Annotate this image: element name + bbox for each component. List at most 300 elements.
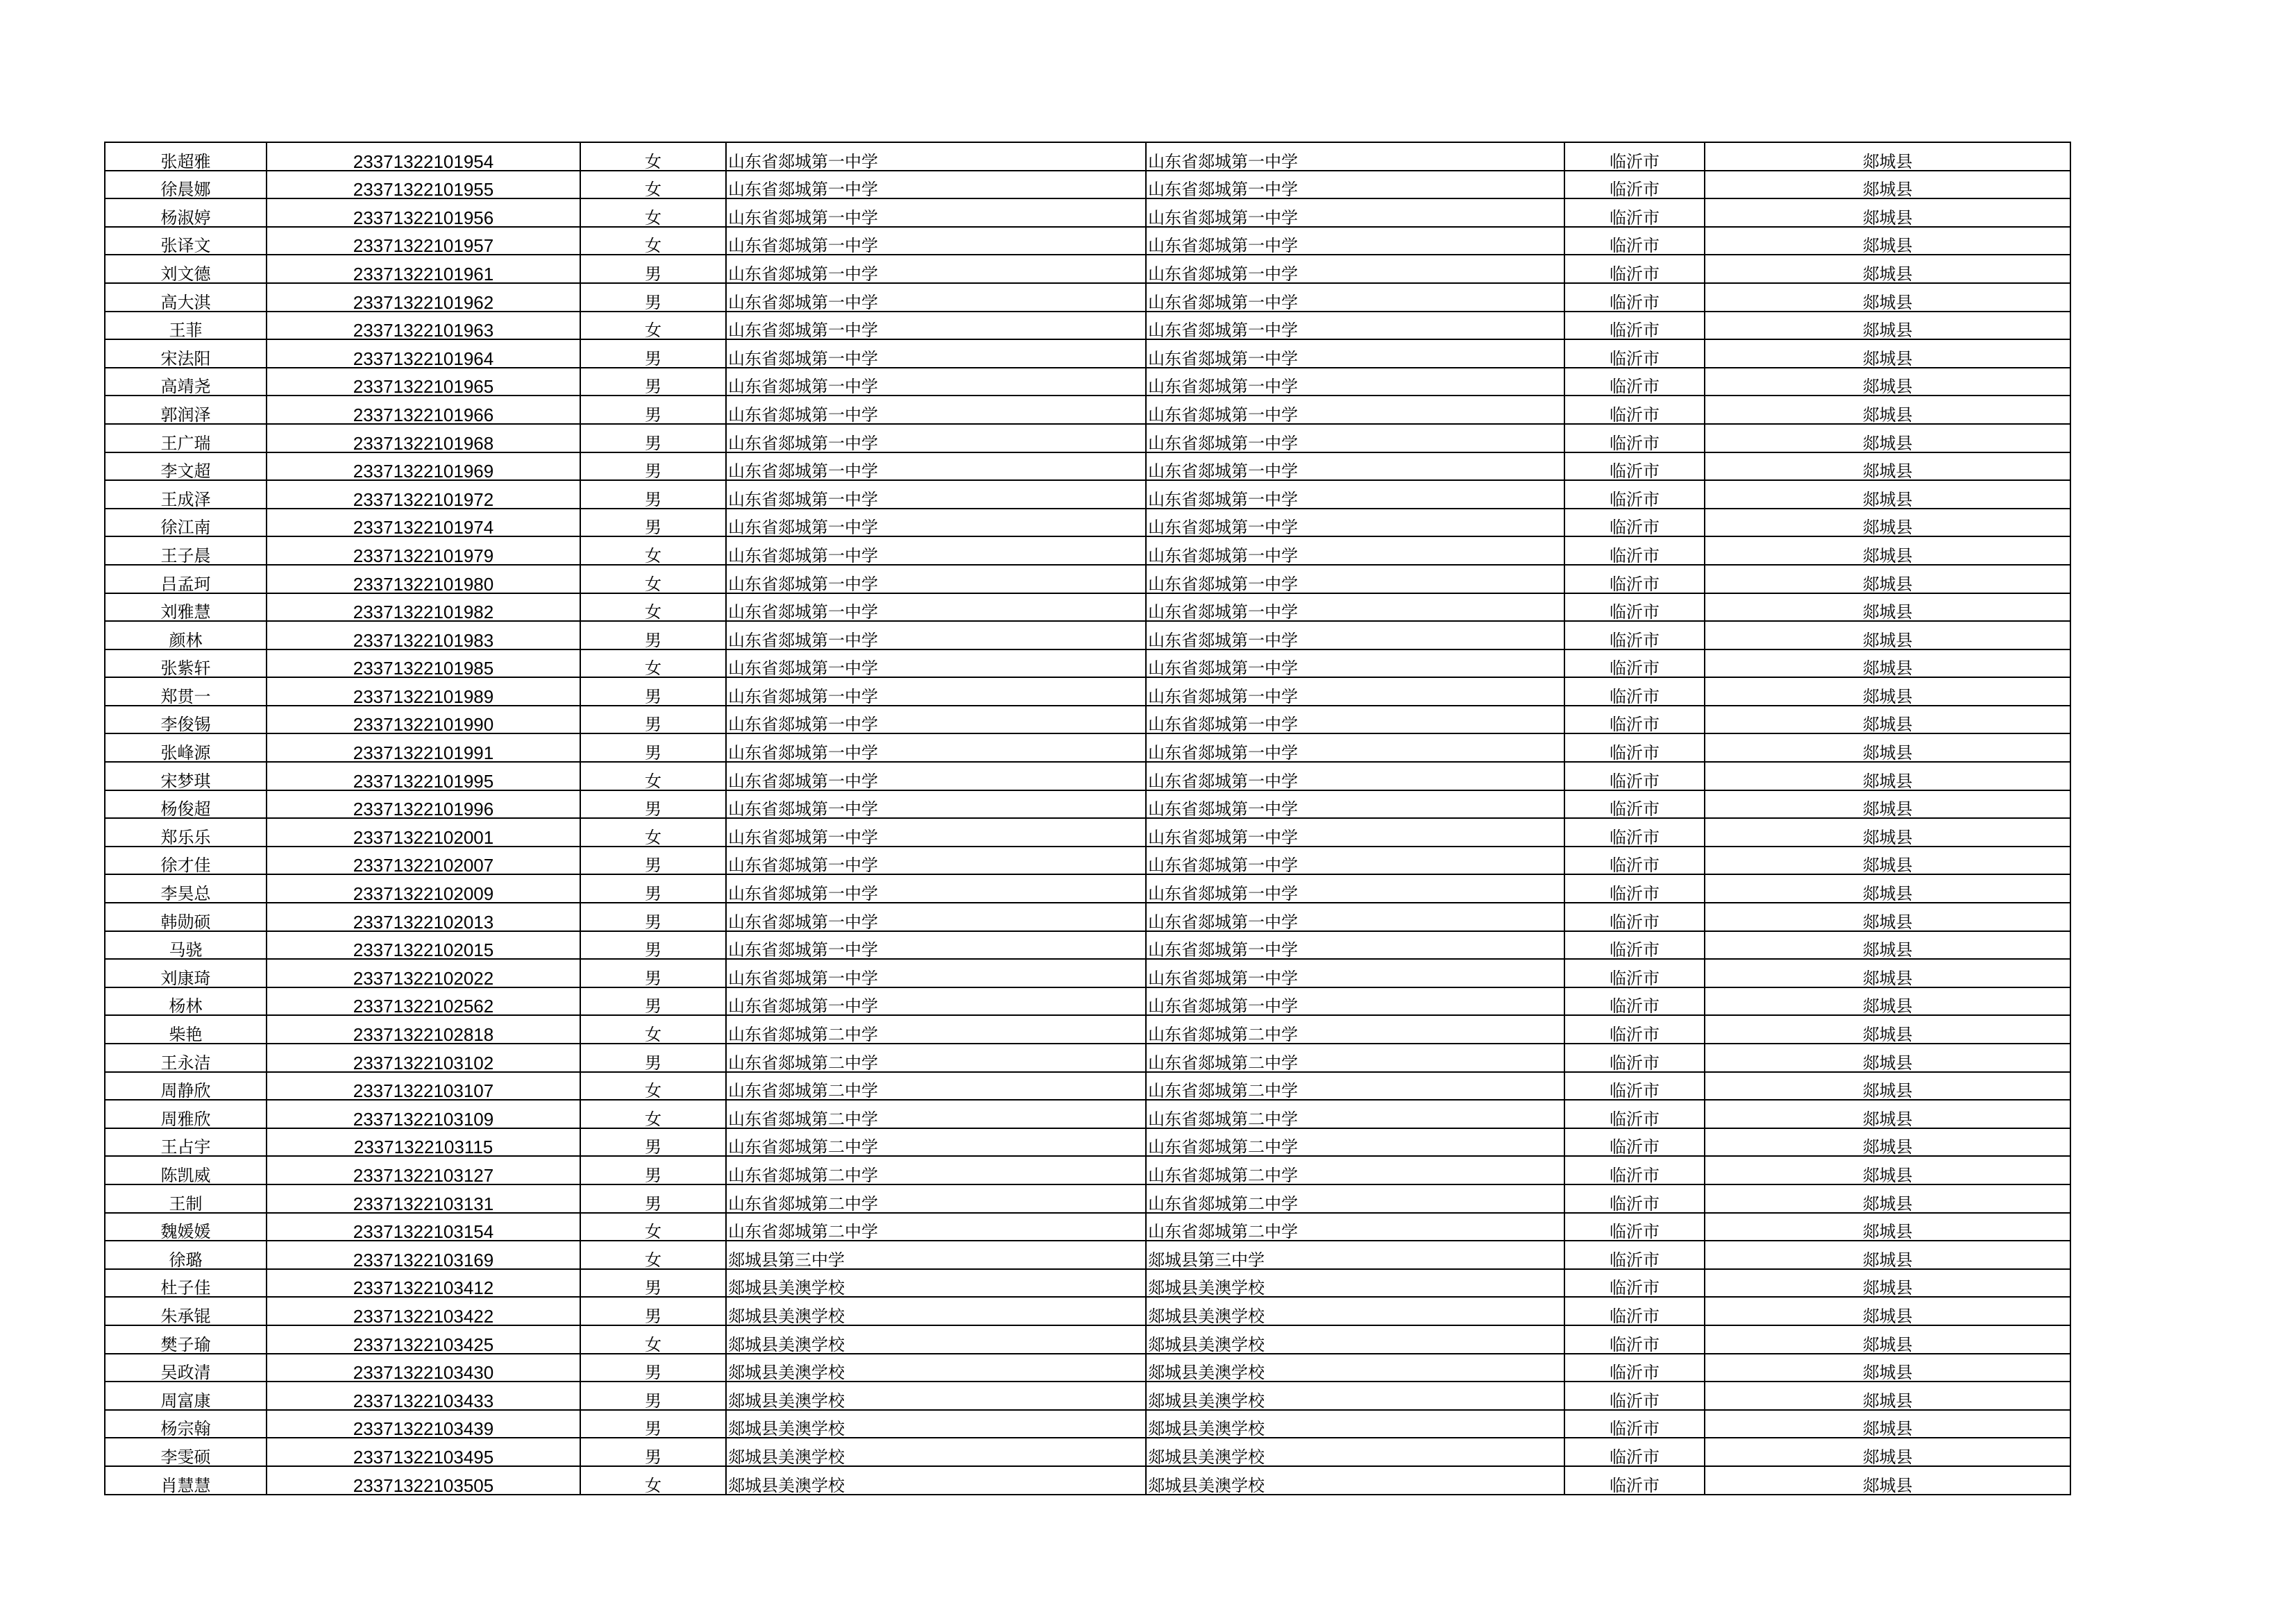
exam-id-cell: 23371322101954 — [267, 142, 580, 171]
student-name-cell: 王广瑞 — [105, 424, 267, 452]
city-cell: 临沂市 — [1564, 1325, 1705, 1354]
student-name-cell: 李文超 — [105, 452, 267, 481]
gender-cell: 男 — [580, 1156, 726, 1184]
city-cell: 临沂市 — [1564, 1100, 1705, 1128]
school-cell: 山东省郯城第一中学 — [726, 565, 1146, 593]
city-cell: 临沂市 — [1564, 142, 1705, 171]
city-cell: 临沂市 — [1564, 1184, 1705, 1213]
exam-id-cell: 23371322101964 — [267, 339, 580, 368]
enroll-school-cell: 山东省郯城第一中学 — [1146, 142, 1564, 171]
table-row — [105, 509, 2070, 537]
school-cell: 山东省郯城第一中学 — [726, 874, 1146, 903]
student-name-cell: 高靖尧 — [105, 368, 267, 396]
table-row — [105, 198, 2070, 227]
school-cell: 山东省郯城第一中学 — [726, 368, 1146, 396]
enroll-school-cell: 郯城县第三中学 — [1146, 1241, 1564, 1269]
enroll-school-cell: 山东省郯城第一中学 — [1146, 790, 1564, 819]
city-cell: 临沂市 — [1564, 1382, 1705, 1410]
table-row — [105, 677, 2070, 706]
table-row — [105, 396, 2070, 424]
student-name-cell: 张译文 — [105, 227, 267, 255]
school-cell: 山东省郯城第一中学 — [726, 762, 1146, 790]
table-row — [105, 931, 2070, 960]
county-cell: 郯城县 — [1705, 368, 2070, 396]
city-cell: 临沂市 — [1564, 1015, 1705, 1044]
school-cell: 郯城县美澳学校 — [726, 1354, 1146, 1382]
gender-cell: 男 — [580, 1269, 726, 1298]
student-name-cell: 张紫轩 — [105, 649, 267, 678]
table-row — [105, 255, 2070, 283]
gender-cell: 男 — [580, 283, 726, 312]
county-cell: 郯城县 — [1705, 1325, 2070, 1354]
student-name-cell: 王制 — [105, 1184, 267, 1213]
gender-cell: 男 — [580, 1382, 726, 1410]
city-cell: 临沂市 — [1564, 424, 1705, 452]
exam-id-cell: 23371322103131 — [267, 1184, 580, 1213]
student-name-cell: 徐江南 — [105, 509, 267, 537]
student-name-cell: 韩勋硕 — [105, 903, 267, 931]
county-cell: 郯城县 — [1705, 762, 2070, 790]
school-cell: 郯城县美澳学校 — [726, 1410, 1146, 1438]
city-cell: 临沂市 — [1564, 452, 1705, 481]
enroll-school-cell: 山东省郯城第二中学 — [1146, 1184, 1564, 1213]
school-cell: 山东省郯城第一中学 — [726, 593, 1146, 622]
student-name-cell: 徐璐 — [105, 1241, 267, 1269]
school-cell: 山东省郯城第二中学 — [726, 1128, 1146, 1157]
enroll-school-cell: 山东省郯城第一中学 — [1146, 509, 1564, 537]
school-cell: 山东省郯城第一中学 — [726, 171, 1146, 199]
student-name-cell: 王菲 — [105, 312, 267, 340]
exam-id-cell: 23371322101989 — [267, 677, 580, 706]
city-cell: 临沂市 — [1564, 1241, 1705, 1269]
student-name-cell: 周富康 — [105, 1382, 267, 1410]
table-row — [105, 1156, 2070, 1184]
student-name-cell: 刘文德 — [105, 255, 267, 283]
county-cell: 郯城县 — [1705, 1438, 2070, 1466]
enroll-school-cell: 山东省郯城第一中学 — [1146, 368, 1564, 396]
table-row — [105, 987, 2070, 1016]
city-cell: 临沂市 — [1564, 227, 1705, 255]
county-cell: 郯城县 — [1705, 874, 2070, 903]
gender-cell: 女 — [580, 1100, 726, 1128]
exam-id-cell: 23371322101961 — [267, 255, 580, 283]
exam-id-cell: 23371322101979 — [267, 536, 580, 565]
school-cell: 山东省郯城第一中学 — [726, 312, 1146, 340]
county-cell: 郯城县 — [1705, 1269, 2070, 1298]
city-cell: 临沂市 — [1564, 593, 1705, 622]
table-body — [105, 142, 2070, 1495]
gender-cell: 男 — [580, 1410, 726, 1438]
county-cell: 郯城县 — [1705, 1382, 2070, 1410]
student-name-cell: 周雅欣 — [105, 1100, 267, 1128]
gender-cell: 男 — [580, 903, 726, 931]
exam-id-cell: 23371322103430 — [267, 1354, 580, 1382]
gender-cell: 男 — [580, 1044, 726, 1072]
school-cell: 山东省郯城第一中学 — [726, 987, 1146, 1016]
enroll-school-cell: 山东省郯城第一中学 — [1146, 536, 1564, 565]
gender-cell: 男 — [580, 621, 726, 649]
school-cell: 山东省郯城第一中学 — [726, 903, 1146, 931]
school-cell: 山东省郯城第一中学 — [726, 142, 1146, 171]
exam-id-cell: 23371322101974 — [267, 509, 580, 537]
enroll-school-cell: 山东省郯城第一中学 — [1146, 903, 1564, 931]
student-name-cell: 肖慧慧 — [105, 1466, 267, 1495]
gender-cell: 男 — [580, 255, 726, 283]
table-row — [105, 368, 2070, 396]
student-name-cell: 杨林 — [105, 987, 267, 1016]
city-cell: 临沂市 — [1564, 536, 1705, 565]
enroll-school-cell: 山东省郯城第一中学 — [1146, 227, 1564, 255]
student-name-cell: 李雯硕 — [105, 1438, 267, 1466]
table-row — [105, 565, 2070, 593]
county-cell: 郯城县 — [1705, 283, 2070, 312]
exam-id-cell: 23371322102009 — [267, 874, 580, 903]
enroll-school-cell: 郯城县美澳学校 — [1146, 1410, 1564, 1438]
table-row — [105, 706, 2070, 734]
table-row — [105, 649, 2070, 678]
gender-cell: 男 — [580, 424, 726, 452]
city-cell: 临沂市 — [1564, 509, 1705, 537]
county-cell: 郯城县 — [1705, 171, 2070, 199]
table-row — [105, 1269, 2070, 1298]
exam-id-cell: 23371322102013 — [267, 903, 580, 931]
exam-id-cell: 23371322103439 — [267, 1410, 580, 1438]
enroll-school-cell: 山东省郯城第一中学 — [1146, 339, 1564, 368]
exam-id-cell: 23371322101983 — [267, 621, 580, 649]
city-cell: 临沂市 — [1564, 1044, 1705, 1072]
city-cell: 临沂市 — [1564, 480, 1705, 509]
enroll-school-cell: 山东省郯城第一中学 — [1146, 818, 1564, 847]
enroll-school-cell: 山东省郯城第二中学 — [1146, 1044, 1564, 1072]
table-row — [105, 1213, 2070, 1241]
exam-id-cell: 23371322102562 — [267, 987, 580, 1016]
table-row — [105, 480, 2070, 509]
table-row — [105, 1466, 2070, 1495]
county-cell: 郯城县 — [1705, 987, 2070, 1016]
student-name-cell: 刘雅慧 — [105, 593, 267, 622]
city-cell: 临沂市 — [1564, 396, 1705, 424]
county-cell: 郯城县 — [1705, 480, 2070, 509]
school-cell: 郯城县第三中学 — [726, 1241, 1146, 1269]
gender-cell: 男 — [580, 931, 726, 960]
school-cell: 山东省郯城第一中学 — [726, 733, 1146, 762]
enroll-school-cell: 山东省郯城第一中学 — [1146, 931, 1564, 960]
county-cell: 郯城县 — [1705, 339, 2070, 368]
enroll-school-cell: 郯城县美澳学校 — [1146, 1325, 1564, 1354]
city-cell: 临沂市 — [1564, 987, 1705, 1016]
student-name-cell: 郑贯一 — [105, 677, 267, 706]
gender-cell: 女 — [580, 171, 726, 199]
gender-cell: 男 — [580, 790, 726, 819]
county-cell: 郯城县 — [1705, 536, 2070, 565]
enroll-school-cell: 山东省郯城第一中学 — [1146, 987, 1564, 1016]
school-cell: 山东省郯城第一中学 — [726, 959, 1146, 987]
county-cell: 郯城县 — [1705, 790, 2070, 819]
table-row — [105, 1354, 2070, 1382]
gender-cell: 女 — [580, 1072, 726, 1101]
table-row — [105, 424, 2070, 452]
gender-cell: 女 — [580, 1213, 726, 1241]
city-cell: 临沂市 — [1564, 1410, 1705, 1438]
table-row — [105, 1184, 2070, 1213]
school-cell: 山东省郯城第一中学 — [726, 706, 1146, 734]
enroll-school-cell: 郯城县美澳学校 — [1146, 1297, 1564, 1325]
gender-cell: 女 — [580, 1241, 726, 1269]
city-cell: 临沂市 — [1564, 621, 1705, 649]
county-cell: 郯城县 — [1705, 198, 2070, 227]
school-cell: 山东省郯城第一中学 — [726, 847, 1146, 875]
exam-id-cell: 23371322101956 — [267, 198, 580, 227]
gender-cell: 女 — [580, 1325, 726, 1354]
gender-cell: 女 — [580, 762, 726, 790]
city-cell: 临沂市 — [1564, 847, 1705, 875]
school-cell: 山东省郯城第一中学 — [726, 818, 1146, 847]
county-cell: 郯城县 — [1705, 706, 2070, 734]
exam-id-cell: 23371322101957 — [267, 227, 580, 255]
exam-id-cell: 23371322101955 — [267, 171, 580, 199]
exam-id-cell: 23371322103107 — [267, 1072, 580, 1101]
county-cell: 郯城县 — [1705, 1015, 2070, 1044]
table-row — [105, 1410, 2070, 1438]
student-name-cell: 徐晨娜 — [105, 171, 267, 199]
exam-id-cell: 23371322101990 — [267, 706, 580, 734]
table-row — [105, 593, 2070, 622]
student-name-cell: 张超雅 — [105, 142, 267, 171]
school-cell: 山东省郯城第二中学 — [726, 1156, 1146, 1184]
gender-cell: 女 — [580, 565, 726, 593]
school-cell: 郯城县美澳学校 — [726, 1325, 1146, 1354]
gender-cell: 女 — [580, 1466, 726, 1495]
student-name-cell: 李昊总 — [105, 874, 267, 903]
county-cell: 郯城县 — [1705, 424, 2070, 452]
county-cell: 郯城县 — [1705, 227, 2070, 255]
enroll-school-cell: 山东省郯城第一中学 — [1146, 621, 1564, 649]
county-cell: 郯城县 — [1705, 1241, 2070, 1269]
student-name-cell: 柴艳 — [105, 1015, 267, 1044]
city-cell: 临沂市 — [1564, 706, 1705, 734]
table-row — [105, 1241, 2070, 1269]
exam-id-cell: 23371322102015 — [267, 931, 580, 960]
county-cell: 郯城县 — [1705, 621, 2070, 649]
county-cell: 郯城县 — [1705, 677, 2070, 706]
table-row — [105, 874, 2070, 903]
enroll-school-cell: 山东省郯城第一中学 — [1146, 874, 1564, 903]
table-row — [105, 1015, 2070, 1044]
table-row — [105, 762, 2070, 790]
gender-cell: 男 — [580, 1438, 726, 1466]
student-name-cell: 杨宗翰 — [105, 1410, 267, 1438]
student-name-cell: 周静欣 — [105, 1072, 267, 1101]
table-row — [105, 959, 2070, 987]
school-cell: 山东省郯城第一中学 — [726, 424, 1146, 452]
school-cell: 山东省郯城第二中学 — [726, 1015, 1146, 1044]
county-cell: 郯城县 — [1705, 593, 2070, 622]
student-name-cell: 刘康琦 — [105, 959, 267, 987]
gender-cell: 男 — [580, 509, 726, 537]
school-cell: 山东省郯城第一中学 — [726, 198, 1146, 227]
enroll-school-cell: 山东省郯城第一中学 — [1146, 733, 1564, 762]
exam-id-cell: 23371322101962 — [267, 283, 580, 312]
school-cell: 山东省郯城第一中学 — [726, 509, 1146, 537]
county-cell: 郯城县 — [1705, 1297, 2070, 1325]
table-row — [105, 1128, 2070, 1157]
school-cell: 山东省郯城第一中学 — [726, 255, 1146, 283]
county-cell: 郯城县 — [1705, 1128, 2070, 1157]
school-cell: 郯城县美澳学校 — [726, 1269, 1146, 1298]
enroll-school-cell: 山东省郯城第一中学 — [1146, 255, 1564, 283]
city-cell: 临沂市 — [1564, 565, 1705, 593]
gender-cell: 男 — [580, 874, 726, 903]
city-cell: 临沂市 — [1564, 255, 1705, 283]
enroll-school-cell: 郯城县美澳学校 — [1146, 1466, 1564, 1495]
school-cell: 山东省郯城第一中学 — [726, 790, 1146, 819]
table-row — [105, 903, 2070, 931]
school-cell: 山东省郯城第一中学 — [726, 283, 1146, 312]
enroll-school-cell: 山东省郯城第一中学 — [1146, 480, 1564, 509]
gender-cell: 男 — [580, 480, 726, 509]
enroll-school-cell: 山东省郯城第二中学 — [1146, 1213, 1564, 1241]
exam-id-cell: 23371322103495 — [267, 1438, 580, 1466]
exam-id-cell: 23371322103109 — [267, 1100, 580, 1128]
table-row — [105, 1382, 2070, 1410]
city-cell: 临沂市 — [1564, 339, 1705, 368]
exam-id-cell: 23371322102001 — [267, 818, 580, 847]
gender-cell: 男 — [580, 987, 726, 1016]
student-name-cell: 李俊锡 — [105, 706, 267, 734]
student-name-cell: 魏媛媛 — [105, 1213, 267, 1241]
county-cell: 郯城县 — [1705, 847, 2070, 875]
city-cell: 临沂市 — [1564, 171, 1705, 199]
exam-id-cell: 23371322103154 — [267, 1213, 580, 1241]
city-cell: 临沂市 — [1564, 762, 1705, 790]
city-cell: 临沂市 — [1564, 1354, 1705, 1382]
city-cell: 临沂市 — [1564, 874, 1705, 903]
gender-cell: 女 — [580, 536, 726, 565]
city-cell: 临沂市 — [1564, 1156, 1705, 1184]
table-row — [105, 818, 2070, 847]
school-cell: 山东省郯城第二中学 — [726, 1184, 1146, 1213]
student-name-cell: 马骁 — [105, 931, 267, 960]
county-cell: 郯城县 — [1705, 255, 2070, 283]
table-row — [105, 1072, 2070, 1101]
county-cell: 郯城县 — [1705, 1466, 2070, 1495]
gender-cell: 男 — [580, 1354, 726, 1382]
enroll-school-cell: 山东省郯城第二中学 — [1146, 1015, 1564, 1044]
exam-id-cell: 23371322103169 — [267, 1241, 580, 1269]
school-cell: 山东省郯城第二中学 — [726, 1213, 1146, 1241]
school-cell: 山东省郯城第一中学 — [726, 396, 1146, 424]
gender-cell: 女 — [580, 593, 726, 622]
school-cell: 山东省郯城第二中学 — [726, 1072, 1146, 1101]
enroll-school-cell: 山东省郯城第二中学 — [1146, 1100, 1564, 1128]
table-row — [105, 847, 2070, 875]
exam-id-cell: 23371322101996 — [267, 790, 580, 819]
student-name-cell: 陈凯威 — [105, 1156, 267, 1184]
student-name-cell: 张峰源 — [105, 733, 267, 762]
student-name-cell: 王永洁 — [105, 1044, 267, 1072]
county-cell: 郯城县 — [1705, 1156, 2070, 1184]
county-cell: 郯城县 — [1705, 1072, 2070, 1101]
county-cell: 郯城县 — [1705, 565, 2070, 593]
school-cell: 山东省郯城第一中学 — [726, 339, 1146, 368]
county-cell: 郯城县 — [1705, 396, 2070, 424]
enroll-school-cell: 山东省郯城第一中学 — [1146, 649, 1564, 678]
county-cell: 郯城县 — [1705, 1044, 2070, 1072]
student-name-cell: 高大淇 — [105, 283, 267, 312]
county-cell: 郯城县 — [1705, 1213, 2070, 1241]
student-name-cell: 颜林 — [105, 621, 267, 649]
city-cell: 临沂市 — [1564, 368, 1705, 396]
school-cell: 山东省郯城第一中学 — [726, 621, 1146, 649]
school-cell: 山东省郯城第一中学 — [726, 677, 1146, 706]
gender-cell: 男 — [580, 1184, 726, 1213]
city-cell: 临沂市 — [1564, 1269, 1705, 1298]
enroll-school-cell: 山东省郯城第一中学 — [1146, 762, 1564, 790]
county-cell: 郯城县 — [1705, 959, 2070, 987]
exam-id-cell: 23371322102022 — [267, 959, 580, 987]
gender-cell: 男 — [580, 339, 726, 368]
county-cell: 郯城县 — [1705, 1184, 2070, 1213]
enroll-school-cell: 山东省郯城第一中学 — [1146, 677, 1564, 706]
student-name-cell: 郑乐乐 — [105, 818, 267, 847]
exam-id-cell: 23371322101966 — [267, 396, 580, 424]
gender-cell: 男 — [580, 706, 726, 734]
exam-id-cell: 23371322103412 — [267, 1269, 580, 1298]
exam-id-cell: 23371322101982 — [267, 593, 580, 622]
table-row — [105, 312, 2070, 340]
gender-cell: 女 — [580, 818, 726, 847]
student-name-cell: 杨淑婷 — [105, 198, 267, 227]
gender-cell: 女 — [580, 312, 726, 340]
city-cell: 临沂市 — [1564, 1297, 1705, 1325]
county-cell: 郯城县 — [1705, 903, 2070, 931]
county-cell: 郯城县 — [1705, 649, 2070, 678]
city-cell: 临沂市 — [1564, 733, 1705, 762]
city-cell: 临沂市 — [1564, 283, 1705, 312]
gender-cell: 女 — [580, 649, 726, 678]
gender-cell: 男 — [580, 677, 726, 706]
county-cell: 郯城县 — [1705, 452, 2070, 481]
gender-cell: 女 — [580, 227, 726, 255]
student-name-cell: 杨俊超 — [105, 790, 267, 819]
enroll-school-cell: 山东省郯城第二中学 — [1146, 1156, 1564, 1184]
exam-id-cell: 23371322101991 — [267, 733, 580, 762]
table-row — [105, 339, 2070, 368]
enroll-school-cell: 郯城县美澳学校 — [1146, 1438, 1564, 1466]
county-cell: 郯城县 — [1705, 818, 2070, 847]
gender-cell: 女 — [580, 1015, 726, 1044]
school-cell: 郯城县美澳学校 — [726, 1466, 1146, 1495]
enroll-school-cell: 山东省郯城第一中学 — [1146, 198, 1564, 227]
enroll-school-cell: 山东省郯城第一中学 — [1146, 452, 1564, 481]
enroll-school-cell: 郯城县美澳学校 — [1146, 1269, 1564, 1298]
enroll-school-cell: 山东省郯城第一中学 — [1146, 565, 1564, 593]
gender-cell: 男 — [580, 847, 726, 875]
enroll-school-cell: 山东省郯城第一中学 — [1146, 959, 1564, 987]
exam-id-cell: 23371322103127 — [267, 1156, 580, 1184]
exam-id-cell: 23371322101972 — [267, 480, 580, 509]
city-cell: 临沂市 — [1564, 1438, 1705, 1466]
enroll-school-cell: 山东省郯城第一中学 — [1146, 593, 1564, 622]
county-cell: 郯城县 — [1705, 1100, 2070, 1128]
student-name-cell: 吕孟珂 — [105, 565, 267, 593]
exam-id-cell: 23371322101985 — [267, 649, 580, 678]
table-row — [105, 1297, 2070, 1325]
enroll-school-cell: 山东省郯城第一中学 — [1146, 283, 1564, 312]
city-cell: 临沂市 — [1564, 818, 1705, 847]
enroll-school-cell: 山东省郯城第一中学 — [1146, 847, 1564, 875]
school-cell: 山东省郯城第一中学 — [726, 227, 1146, 255]
